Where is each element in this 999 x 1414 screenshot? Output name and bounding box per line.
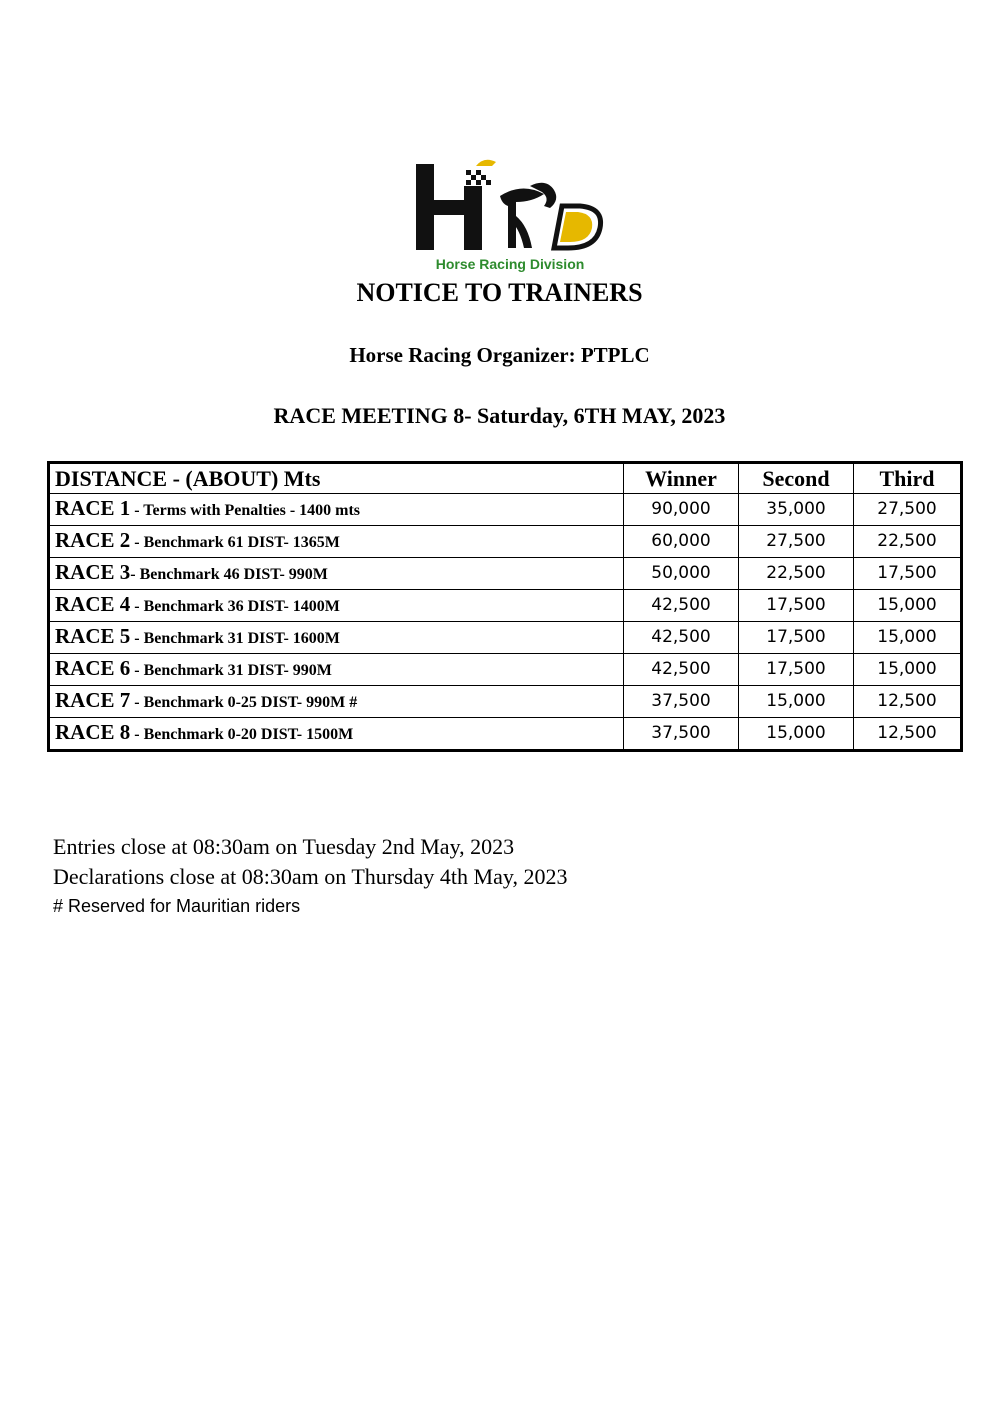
winner-amount: 50,000 bbox=[624, 558, 739, 590]
declarations-close-note: Declarations close at 08:30am on Thursday 4th May, 2023 bbox=[53, 864, 568, 889]
logo-caption: Horse Racing Division bbox=[435, 256, 585, 272]
race-description: - Benchmark 61 DIST- 1365M bbox=[130, 534, 340, 551]
table-row bbox=[49, 494, 962, 526]
race-number: RACE 2 bbox=[55, 528, 131, 552]
third-amount: 17,500 bbox=[854, 558, 962, 590]
race-name-cell bbox=[49, 494, 624, 526]
third-amount: 15,000 bbox=[854, 590, 962, 622]
race-name-cell bbox=[49, 590, 624, 622]
winner-amount: 42,500 bbox=[624, 654, 739, 686]
second-amount: 17,500 bbox=[739, 654, 854, 686]
page-title: NOTICE TO TRAINERS bbox=[356, 278, 643, 307]
table-row bbox=[49, 526, 962, 558]
race-name-cell bbox=[49, 558, 624, 590]
race-name-cell bbox=[49, 654, 624, 686]
second-amount: 22,500 bbox=[739, 558, 854, 590]
race-number: RACE 6 bbox=[55, 656, 131, 680]
winner-amount: 60,000 bbox=[624, 526, 739, 558]
race-number: RACE 4 bbox=[55, 592, 131, 616]
second-amount: 27,500 bbox=[739, 526, 854, 558]
race-name-cell bbox=[49, 718, 624, 751]
organizer-line: Horse Racing Organizer: PTPLC bbox=[349, 343, 650, 367]
third-amount: 22,500 bbox=[854, 526, 962, 558]
second-amount: 35,000 bbox=[739, 494, 854, 526]
third-amount: 27,500 bbox=[854, 494, 962, 526]
second-amount: 15,000 bbox=[739, 718, 854, 751]
race-description: - Terms with Penalties - 1400 mts bbox=[130, 502, 361, 519]
header-winner: Winner bbox=[624, 463, 739, 494]
horse-racing-logo-icon bbox=[412, 156, 608, 256]
header-distance: DISTANCE - (ABOUT) Mts bbox=[49, 463, 624, 494]
race-number: RACE 3 bbox=[55, 560, 131, 584]
winner-amount: 90,000 bbox=[624, 494, 739, 526]
header-third: Third bbox=[854, 463, 962, 494]
reserved-riders-note: # Reserved for Mauritian riders bbox=[53, 896, 301, 916]
race-number: RACE 7 bbox=[55, 688, 131, 712]
race-name-cell bbox=[49, 686, 624, 718]
third-amount: 12,500 bbox=[854, 718, 962, 751]
third-amount: 12,500 bbox=[854, 686, 962, 718]
race-description: - Benchmark 0-20 DIST- 1500M bbox=[130, 726, 354, 743]
race-number: RACE 5 bbox=[55, 624, 131, 648]
second-amount: 15,000 bbox=[739, 686, 854, 718]
table-row bbox=[49, 686, 962, 718]
closing-notes bbox=[53, 832, 567, 920]
table-row bbox=[49, 590, 962, 622]
table-header-row bbox=[49, 463, 962, 494]
winner-amount: 37,500 bbox=[624, 718, 739, 751]
third-amount: 15,000 bbox=[854, 654, 962, 686]
winner-amount: 37,500 bbox=[624, 686, 739, 718]
race-name-cell bbox=[49, 622, 624, 654]
race-description: - Benchmark 46 DIST- 990M bbox=[130, 566, 328, 583]
table-row bbox=[49, 654, 962, 686]
header-second: Second bbox=[739, 463, 854, 494]
winner-amount: 42,500 bbox=[624, 590, 739, 622]
race-description: - Benchmark 36 DIST- 1400M bbox=[130, 598, 340, 615]
meeting-line: RACE MEETING 8- Saturday, 6TH MAY, 2023 bbox=[273, 403, 726, 428]
prize-money-table bbox=[47, 461, 963, 752]
race-description: - Benchmark 31 DIST- 1600M bbox=[130, 630, 340, 647]
race-description: - Benchmark 31 DIST- 990M bbox=[130, 662, 332, 679]
race-number: RACE 1 bbox=[55, 496, 131, 520]
winner-amount: 42,500 bbox=[624, 622, 739, 654]
second-amount: 17,500 bbox=[739, 622, 854, 654]
table-row bbox=[49, 718, 962, 751]
entries-close-note: Entries close at 08:30am on Tuesday 2nd May, 2023 bbox=[53, 834, 515, 859]
race-name-cell bbox=[49, 526, 624, 558]
race-description: - Benchmark 0-25 DIST- 990M # bbox=[130, 694, 358, 711]
table-row bbox=[49, 622, 962, 654]
hrd-logo bbox=[412, 156, 608, 276]
table-row bbox=[49, 558, 962, 590]
third-amount: 15,000 bbox=[854, 622, 962, 654]
race-number: RACE 8 bbox=[55, 720, 131, 744]
second-amount: 17,500 bbox=[739, 590, 854, 622]
